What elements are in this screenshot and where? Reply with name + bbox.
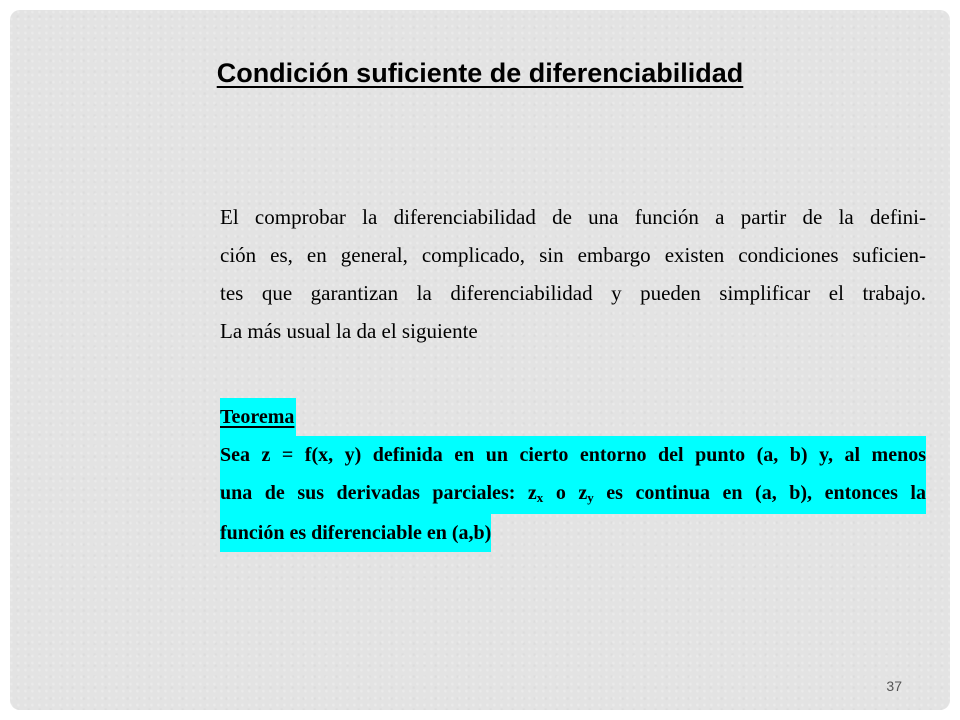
intro-paragraph	[220, 198, 926, 350]
theorem-block	[220, 398, 926, 552]
intro-line: tes que garantizan la diferenciabilidad y pueden simplificar el trabajo.	[220, 281, 926, 305]
theorem-line: función es diferenciable en (a,b)	[220, 514, 491, 552]
slide	[10, 10, 950, 710]
slide-content	[220, 198, 926, 552]
theorem-heading: Teorema	[220, 398, 296, 436]
page-number: 37	[886, 678, 902, 694]
intro-line: El comprobar la diferenciabilidad de una función a partir de la defini-	[220, 205, 926, 229]
subscript-y: y	[587, 490, 594, 505]
intro-line: ción es, en general, complicado, sin embargo existen condiciones suficien-	[220, 243, 926, 267]
slide-title: Condición suficiente de diferenciabilidad	[216, 58, 744, 88]
theorem-text: una de sus derivadas parciales: z	[220, 482, 537, 504]
theorem-text: o z	[543, 482, 588, 504]
theorem-text: es continua en (a, b), entonces la	[593, 482, 926, 504]
intro-line: La más usual la da el siguiente	[220, 319, 478, 343]
subscript-x: x	[536, 490, 544, 505]
theorem-line	[220, 474, 926, 514]
theorem-line: Sea z = f(x, y) definida en un cierto entorno del punto (a, b) y, al menos	[220, 436, 926, 474]
